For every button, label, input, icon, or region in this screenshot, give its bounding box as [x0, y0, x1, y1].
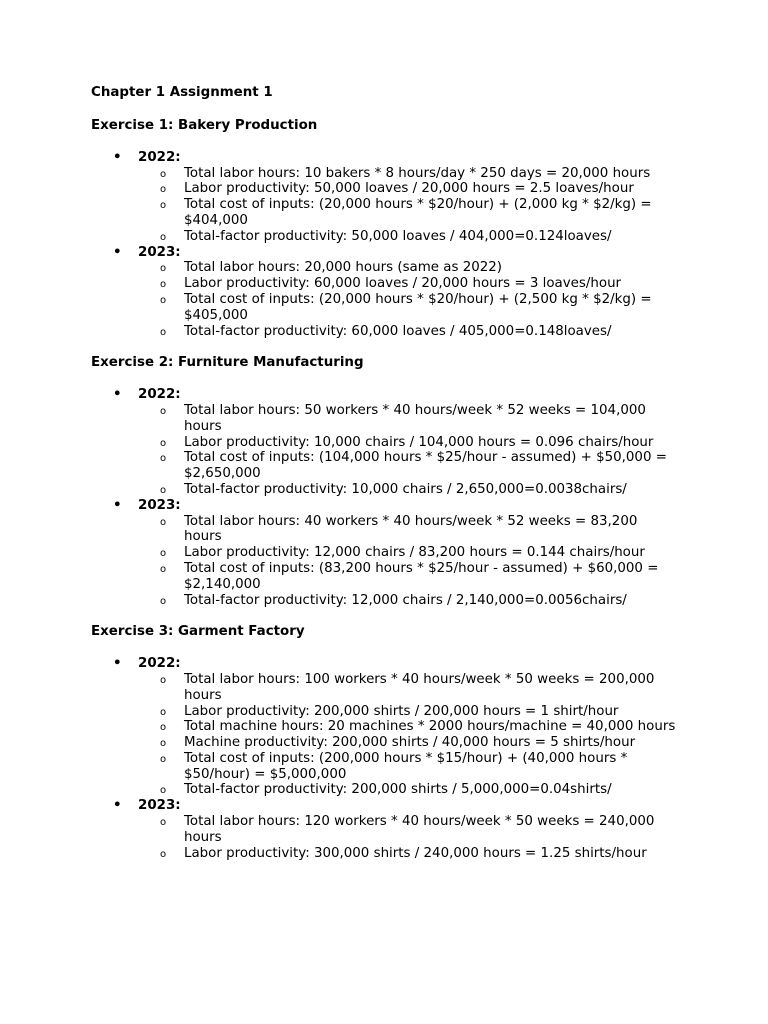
list-item-text: Total-factor productivity: 10,000 chairs / 2,650,000=0.0038chairs/	[184, 481, 627, 497]
list-item-text: Labor productivity: 300,000 shirts / 240,000 hours = 1.25 shirts/hour	[184, 845, 647, 861]
hollow-bullet-icon: o	[160, 326, 167, 338]
hollow-bullet-icon: o	[160, 785, 167, 797]
year-item	[91, 498, 691, 609]
hollow-bullet-icon: o	[160, 674, 167, 686]
list-item	[138, 197, 691, 229]
hollow-bullet-icon: o	[160, 516, 167, 528]
year-list	[91, 150, 691, 340]
list-item-text: Total cost of inputs: (20,000 hours * $20/hour) + (2,000 kg * $2/kg) = $404,000	[184, 197, 652, 228]
list-item	[138, 735, 691, 751]
list-item-text: Total labor hours: 100 workers * 40 hours/week * 50 weeks = 200,000 hours	[184, 671, 655, 703]
list-item-text: Total labor hours: 10 bakers * 8 hours/day * 250 days = 20,000 hours	[184, 165, 651, 181]
hollow-bullet-icon: o	[160, 753, 167, 765]
year-label: 2022:	[138, 149, 181, 165]
list-item	[138, 403, 691, 435]
hollow-bullet-icon: o	[160, 706, 167, 718]
list-item-text: Total labor hours: 50 workers * 40 hours/week * 52 weeks = 104,000 hours	[184, 402, 646, 434]
hollow-bullet-icon: o	[160, 200, 167, 212]
bullet-icon: •	[113, 798, 122, 814]
list-item-text: Total labor hours: 120 workers * 40 hours/week * 50 weeks = 240,000 hours	[184, 814, 655, 845]
list-item	[138, 260, 691, 276]
bullet-icon: •	[113, 244, 122, 260]
year-label: 2023:	[138, 244, 181, 260]
hollow-bullet-icon: o	[160, 168, 167, 180]
list-item-text: Labor productivity: 200,000 shirts / 200,000 hours = 1 shirt/hour	[184, 703, 619, 719]
list-item	[138, 561, 691, 593]
exercise-heading: Exercise 2: Furniture Manufacturing	[91, 355, 364, 371]
list-item-text: Labor productivity: 12,000 chairs / 83,200 hours = 0.144 chairs/hour	[184, 545, 645, 561]
year-list	[91, 387, 691, 608]
year-list	[91, 656, 691, 861]
list-item	[138, 482, 691, 498]
list-item	[138, 782, 691, 798]
list-item-text: Labor productivity: 50,000 loaves / 20,000 hours = 2.5 loaves/hour	[184, 181, 634, 197]
list-item-text: Total machine hours: 20 machines * 2000 hours/machine = 40,000 hours	[184, 719, 676, 735]
year-label: 2023:	[138, 497, 181, 513]
list-item	[138, 166, 691, 182]
detail-list	[138, 814, 691, 861]
year-item	[91, 245, 691, 340]
year-label: 2022:	[138, 656, 181, 672]
detail-list	[138, 166, 691, 245]
list-item	[138, 229, 691, 245]
list-item-text: Total-factor productivity: 12,000 chairs / 2,140,000=0.0056chairs/	[184, 592, 627, 608]
exercise-heading: Exercise 1: Bakery Production	[91, 118, 318, 133]
hollow-bullet-icon: o	[160, 722, 167, 734]
list-item	[138, 545, 691, 561]
list-item-text: Total cost of inputs: (83,200 hours * $25/hour - assumed) + $60,000 = $2,140,000	[184, 560, 659, 592]
hollow-bullet-icon: o	[160, 817, 167, 829]
hollow-bullet-icon: o	[160, 595, 167, 607]
list-item-text: Total cost of inputs: (104,000 hours * $25/hour - assumed) + $50,000 = $2,650,000	[184, 450, 667, 482]
list-item	[138, 181, 691, 197]
list-item	[138, 435, 691, 451]
list-item-text: Total-factor productivity: 50,000 loaves / 404,000=0.124loaves/	[184, 228, 612, 244]
bullet-icon: •	[113, 149, 122, 165]
list-item	[138, 846, 691, 862]
detail-list	[138, 672, 691, 798]
hollow-bullet-icon: o	[160, 231, 167, 243]
hollow-bullet-icon: o	[160, 563, 167, 575]
hollow-bullet-icon: o	[160, 437, 167, 449]
exercise-3	[91, 624, 691, 861]
list-item-text: Labor productivity: 10,000 chairs / 104,000 hours = 0.096 chairs/hour	[184, 434, 654, 450]
list-item	[138, 751, 691, 783]
list-item-text: Labor productivity: 60,000 loaves / 20,000 hours = 3 loaves/hour	[184, 276, 622, 292]
exercise-1	[91, 118, 691, 339]
hollow-bullet-icon: o	[160, 263, 167, 275]
year-item	[91, 798, 691, 861]
list-item	[138, 276, 691, 292]
hollow-bullet-icon: o	[160, 405, 167, 417]
list-item	[138, 672, 691, 704]
list-item	[138, 514, 691, 546]
list-item-text: Total labor hours: 20,000 hours (same as 2022)	[184, 260, 503, 276]
bullet-icon: •	[113, 387, 122, 403]
hollow-bullet-icon: o	[160, 848, 167, 860]
hollow-bullet-icon: o	[160, 294, 167, 306]
list-item	[138, 450, 691, 482]
hollow-bullet-icon: o	[160, 279, 167, 291]
year-label: 2023:	[138, 798, 181, 814]
list-item-text: Total-factor productivity: 200,000 shirts / 5,000,000=0.04shirts/	[184, 782, 612, 798]
detail-list	[138, 260, 691, 339]
hollow-bullet-icon: o	[160, 453, 167, 465]
detail-list	[138, 403, 691, 498]
list-item-text: Machine productivity: 200,000 shirts / 40,000 hours = 5 shirts/hour	[184, 735, 636, 751]
list-item-text: Total-factor productivity: 60,000 loaves / 405,000=0.148loaves/	[184, 323, 612, 339]
year-item	[91, 150, 691, 245]
list-item	[138, 704, 691, 720]
list-item-text: Total cost of inputs: (200,000 hours * $15/hour) + (40,000 hours * $50/hour) = $5,000,000	[184, 750, 628, 782]
list-item-text: Total labor hours: 40 workers * 40 hours/week * 52 weeks = 83,200 hours	[184, 513, 638, 545]
hollow-bullet-icon: o	[160, 484, 167, 496]
exercise-2	[91, 355, 691, 608]
bullet-icon: •	[113, 497, 122, 513]
year-item	[91, 387, 691, 498]
hollow-bullet-icon: o	[160, 738, 167, 750]
hollow-bullet-icon: o	[160, 184, 167, 196]
list-item	[138, 292, 691, 324]
list-item	[138, 719, 691, 735]
list-item-text: Total cost of inputs: (20,000 hours * $20/hour) + (2,500 kg * $2/kg) = $405,000	[184, 291, 652, 323]
hollow-bullet-icon: o	[160, 548, 167, 560]
list-item	[138, 324, 691, 340]
year-item	[91, 656, 691, 798]
detail-list	[138, 514, 691, 609]
list-item	[138, 593, 691, 609]
document-page	[91, 85, 691, 861]
bullet-icon: •	[113, 656, 122, 672]
year-label: 2022:	[138, 387, 181, 403]
document-title: Chapter 1 Assignment 1	[91, 85, 273, 100]
list-item	[138, 814, 691, 846]
exercise-heading: Exercise 3: Garment Factory	[91, 624, 305, 640]
